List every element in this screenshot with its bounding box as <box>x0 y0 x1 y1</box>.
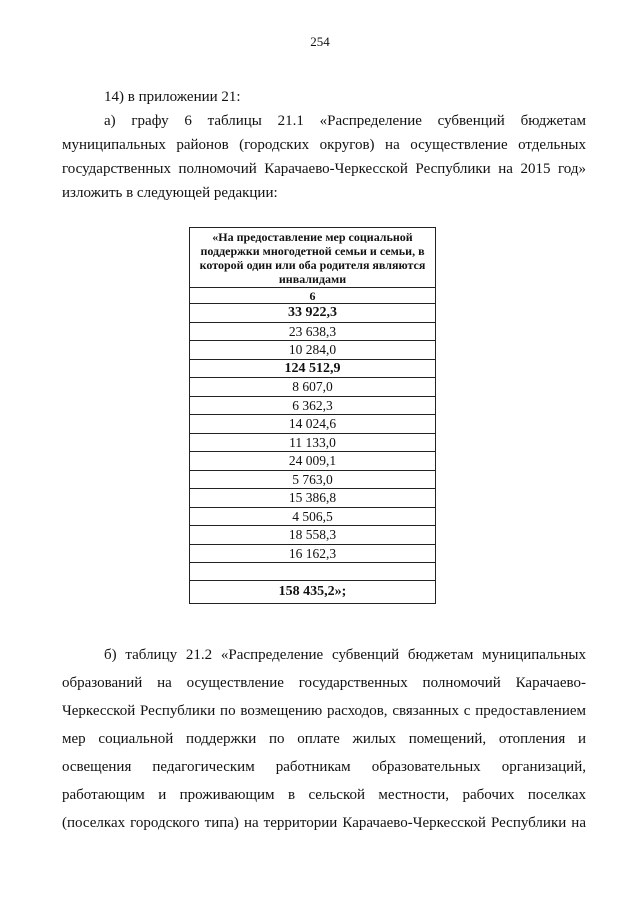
table-row <box>190 359 436 378</box>
paragraph-b-line: мер социальной поддержки по оплате жилых помещений, отопления и <box>62 731 586 747</box>
paragraph-b-line: Черкесской Республики по возмещению расходов, связанных с предоставлением <box>62 703 586 719</box>
column-number: 6 <box>190 288 436 304</box>
distribution-table <box>189 227 436 604</box>
table-header: «На предоставление мер социальной поддержки многодетной семьи и семьи, в которой один или оба родителя являются инвалидами <box>190 228 436 288</box>
table-cell-value: 33 922,3 <box>190 304 436 323</box>
paragraph-a-line: а) графу 6 таблицы 21.1 «Распределение субвенций бюджетам <box>104 113 586 129</box>
paragraph-b-line: работающим и проживающим в сельской местности, рабочих поселках <box>62 787 586 803</box>
paragraph-b-line: образований на осуществление государственных полномочий Карачаево- <box>62 675 586 691</box>
table-cell-value: 10 284,0 <box>190 341 436 360</box>
page-number: 254 <box>310 34 330 49</box>
table-row <box>190 304 436 323</box>
table-row <box>190 507 436 526</box>
table-cell-value: 6 362,3 <box>190 396 436 415</box>
table-cell-value: 15 386,8 <box>190 489 436 508</box>
table-cell-value: 14 024,6 <box>190 415 436 434</box>
paragraph-b-line: (поселках городского типа) на территории Карачаево-Черкесской Республики на <box>62 815 586 831</box>
table-row <box>190 452 436 471</box>
table-row <box>190 341 436 360</box>
table-cell-value: 18 558,3 <box>190 526 436 545</box>
table-row <box>190 526 436 545</box>
table-row <box>190 563 436 581</box>
table-row <box>190 544 436 563</box>
table-row <box>190 433 436 452</box>
table-cell-value: 16 162,3 <box>190 544 436 563</box>
table-cell-value: 4 506,5 <box>190 507 436 526</box>
paragraph-b-line: б) таблицу 21.2 «Распределение субвенций бюджетам муниципальных <box>104 647 586 663</box>
table-cell-value: 5 763,0 <box>190 470 436 489</box>
paragraph-a <box>62 109 586 205</box>
paragraph-a-line: изложить в следующей редакции: <box>62 185 278 201</box>
paragraph-a-line: муниципальных районов (городских округов) на осуществление отдельных <box>62 137 586 153</box>
paragraph-b-line: освещения педагогическим работникам образовательных организаций, <box>62 759 586 775</box>
table-cell-value: 23 638,3 <box>190 322 436 341</box>
table-row <box>190 415 436 434</box>
table-cell-value: 8 607,0 <box>190 378 436 397</box>
table-cell-value: 124 512,9 <box>190 359 436 378</box>
table-total: 158 435,2»; <box>190 581 436 604</box>
table-row <box>190 378 436 397</box>
paragraph-a-line: государственных полномочий Карачаево-Черкесской Республики на 2015 год» <box>62 161 586 177</box>
table-cell-value: 24 009,1 <box>190 452 436 471</box>
table-cell-value: 11 133,0 <box>190 433 436 452</box>
item-heading: 14) в приложении 21: <box>104 89 241 105</box>
table-row <box>190 322 436 341</box>
paragraph-b <box>62 643 586 835</box>
table-row <box>190 489 436 508</box>
table-row <box>190 396 436 415</box>
table-row <box>190 470 436 489</box>
table-cell-value <box>190 563 436 581</box>
